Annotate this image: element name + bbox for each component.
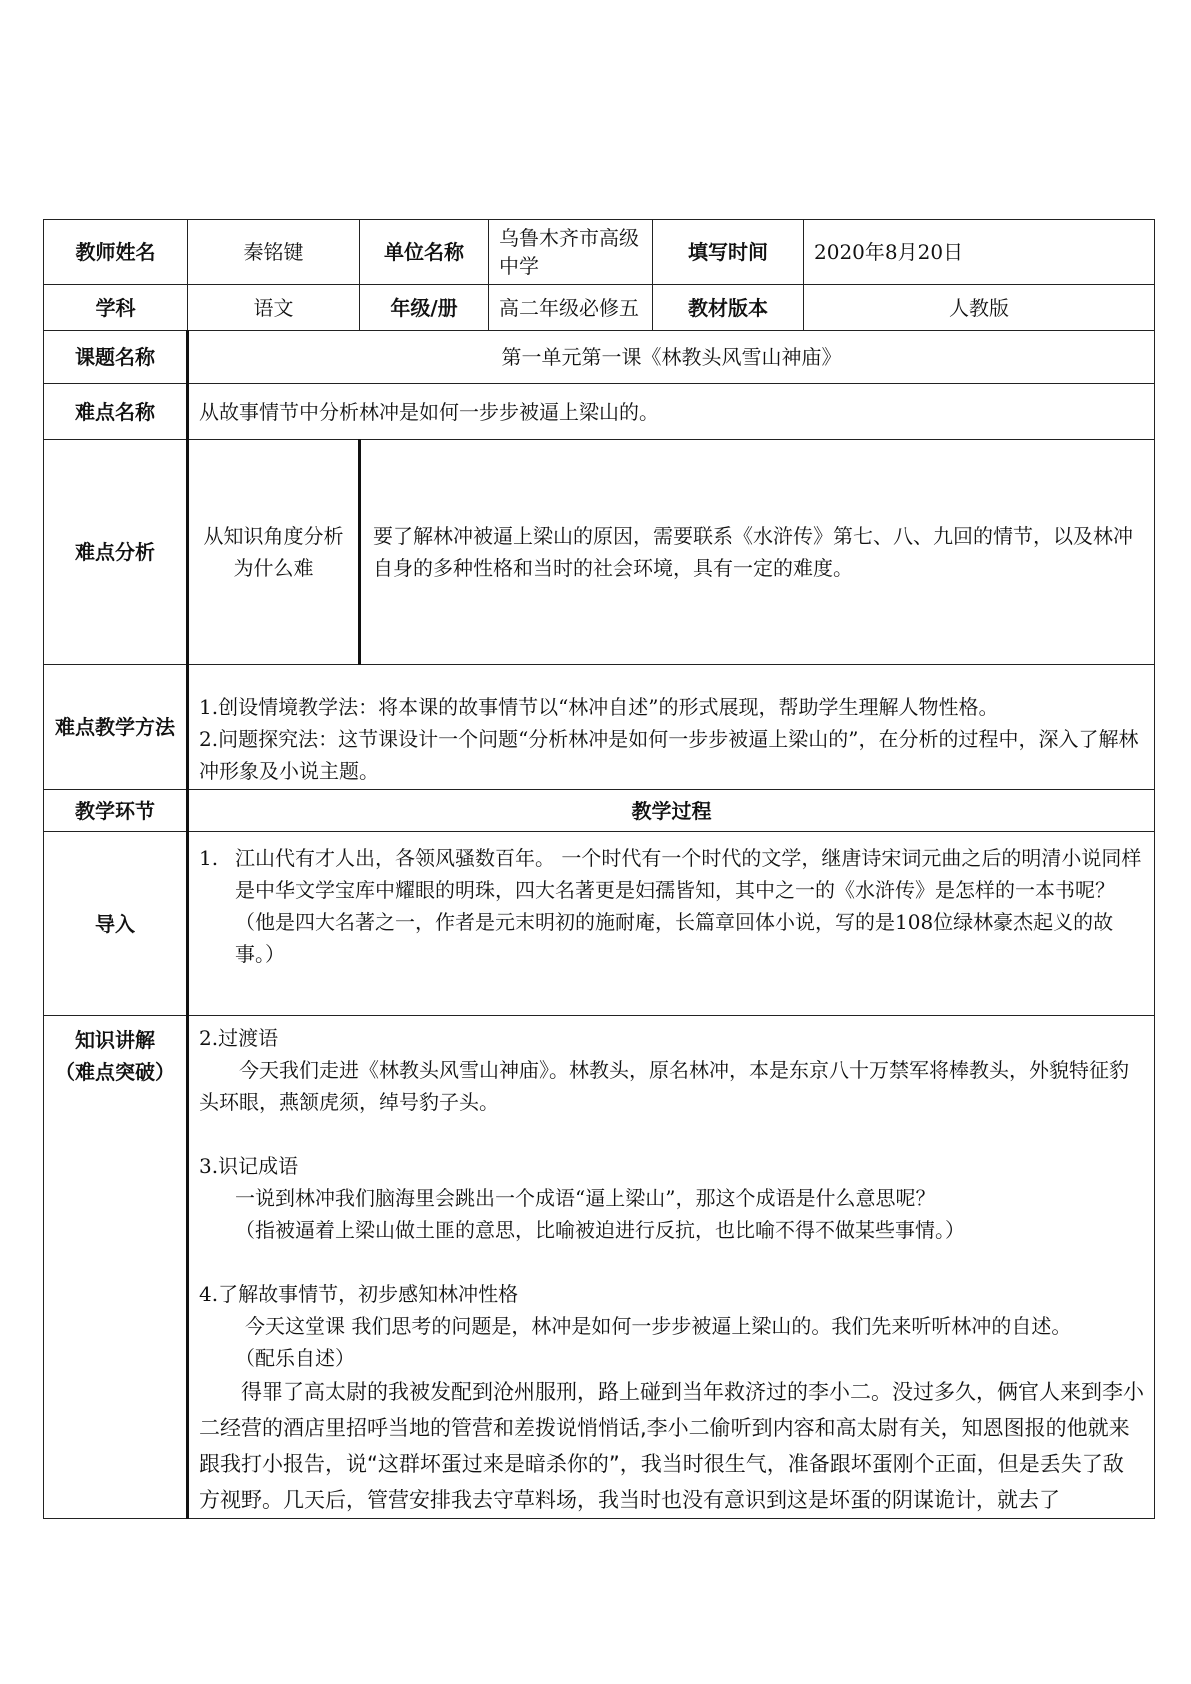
date-value: 2020年8月20日 — [804, 220, 1155, 285]
section-4-note: （配乐自述） — [235, 1346, 355, 1370]
intro-row — [44, 832, 1155, 1016]
section-4-title: 4.了解故事情节，初步感知林冲性格 — [199, 1282, 519, 1306]
analysis-value: 要了解林冲被逼上梁山的原因，需要联系《水浒传》第七、八、九回的情节，以及林冲自身的多种性格和当时的社会环境，具有一定的难度。 — [360, 440, 1155, 665]
edition-label: 教材版本 — [653, 285, 804, 331]
method-2: 2.问题探究法：这节课设计一个问题“分析林冲是如何一步步被逼上梁山的”，在分析的过程中，深入了解林冲形象及小说主题。 — [199, 727, 1139, 783]
edition-value: 人教版 — [804, 285, 1155, 331]
section-4-story: 得罪了高太尉的我被发配到沧州服刑，路上碰到当年救济过的李小二。没过多久，俩官人来到李小二经营的酒店里招呼当地的管营和差拨说悄悄话,李小二偷听到内容和高太尉有关，知恩图报的他就来跟我打小报告，说“这群坏蛋过来是暗杀你的”，我当时很生气，准备跟坏蛋刚个正面，但是丢失了敌方视野。几天后，管营安排我去守草料场，我当时也没有意识到这是坏蛋的阴谋诡计，就去了 — [199, 1380, 1144, 1512]
process-value: 教学过程 — [188, 790, 1155, 832]
analysis-row — [44, 440, 1155, 665]
intro-answer: （他是四大名著之一，作者是元末明初的施耐庵，长篇章回体小说，写的是108位绿林豪杰起义的故事。） — [235, 910, 1114, 966]
process-header-row — [44, 790, 1155, 832]
difficulty-value: 从故事情节中分析林冲是如何一步步被逼上梁山的。 — [188, 384, 1155, 440]
section-4-text: 今天这堂课 我们思考的问题是，林冲是如何一步步被逼上梁山的。我们先来听听林冲的自述。 — [245, 1314, 1072, 1338]
intro-text: 江山代有才人出，各领风骚数百年。 一个时代有一个时代的文学，继唐诗宋词元曲之后的明清小说同样是中华文学宝库中耀眼的明珠，四大名著更是妇孺皆知，其中之一的《水浒传》是怎样的一本书呢？ — [235, 846, 1142, 902]
teacher-value: 秦铭键 — [188, 220, 360, 285]
unit-value: 乌鲁木齐市高级中学 — [489, 220, 653, 285]
section-3-text: 一说到林冲我们脑海里会跳出一个成语“逼上梁山”，那这个成语是什么意思呢？ — [235, 1186, 936, 1210]
knowledge-label-line2: （难点突破） — [55, 1060, 175, 1084]
date-label: 填写时间 — [653, 220, 804, 285]
spacer — [199, 1118, 1144, 1150]
section-3-title: 3.识记成语 — [199, 1154, 299, 1178]
unit-label: 单位名称 — [360, 220, 489, 285]
intro-label: 导入 — [44, 832, 188, 1016]
header-row-1 — [44, 220, 1155, 285]
methods-cell — [188, 665, 1155, 790]
methods-row — [44, 665, 1155, 790]
analysis-label: 难点分析 — [44, 440, 188, 665]
subject-label: 学科 — [44, 285, 188, 331]
difficulty-label: 难点名称 — [44, 384, 188, 440]
topic-value: 第一单元第一课《林教头风雪山神庙》 — [188, 331, 1155, 384]
analysis-sub-label: 从知识角度分析为什么难 — [188, 440, 360, 665]
difficulty-row — [44, 384, 1155, 440]
knowledge-label-line1: 知识讲解 — [75, 1028, 155, 1052]
lesson-plan-table — [43, 219, 1155, 1519]
intro-cell — [188, 832, 1155, 1016]
intro-number: 1. — [199, 846, 219, 870]
knowledge-row — [44, 1016, 1155, 1519]
teacher-label: 教师姓名 — [44, 220, 188, 285]
subject-value: 语文 — [188, 285, 360, 331]
section-2-title: 2.过渡语 — [199, 1026, 279, 1050]
topic-row — [44, 331, 1155, 384]
grade-value: 高二年级必修五 — [489, 285, 653, 331]
knowledge-cell — [188, 1016, 1155, 1519]
intro-item — [199, 842, 1144, 906]
header-row-2 — [44, 285, 1155, 331]
knowledge-label — [44, 1016, 188, 1519]
topic-label: 课题名称 — [44, 331, 188, 384]
method-1: 1.创设情境教学法：将本课的故事情节以“林冲自述”的形式展现，帮助学生理解人物性格。 — [199, 695, 999, 719]
process-label: 教学环节 — [44, 790, 188, 832]
grade-label: 年级/册 — [360, 285, 489, 331]
spacer — [199, 1246, 1144, 1278]
section-2-text: 今天我们走进《林教头风雪山神庙》。林教头，原名林冲，本是东京八十万禁军将棒教头，外貌特征豹头环眼，燕颔虎须，绰号豹子头。 — [199, 1058, 1129, 1114]
methods-label: 难点教学方法 — [44, 665, 188, 790]
section-3-answer: （指被逼着上梁山做土匪的意思，比喻被迫进行反抗，也比喻不得不做某些事情。） — [235, 1218, 965, 1242]
